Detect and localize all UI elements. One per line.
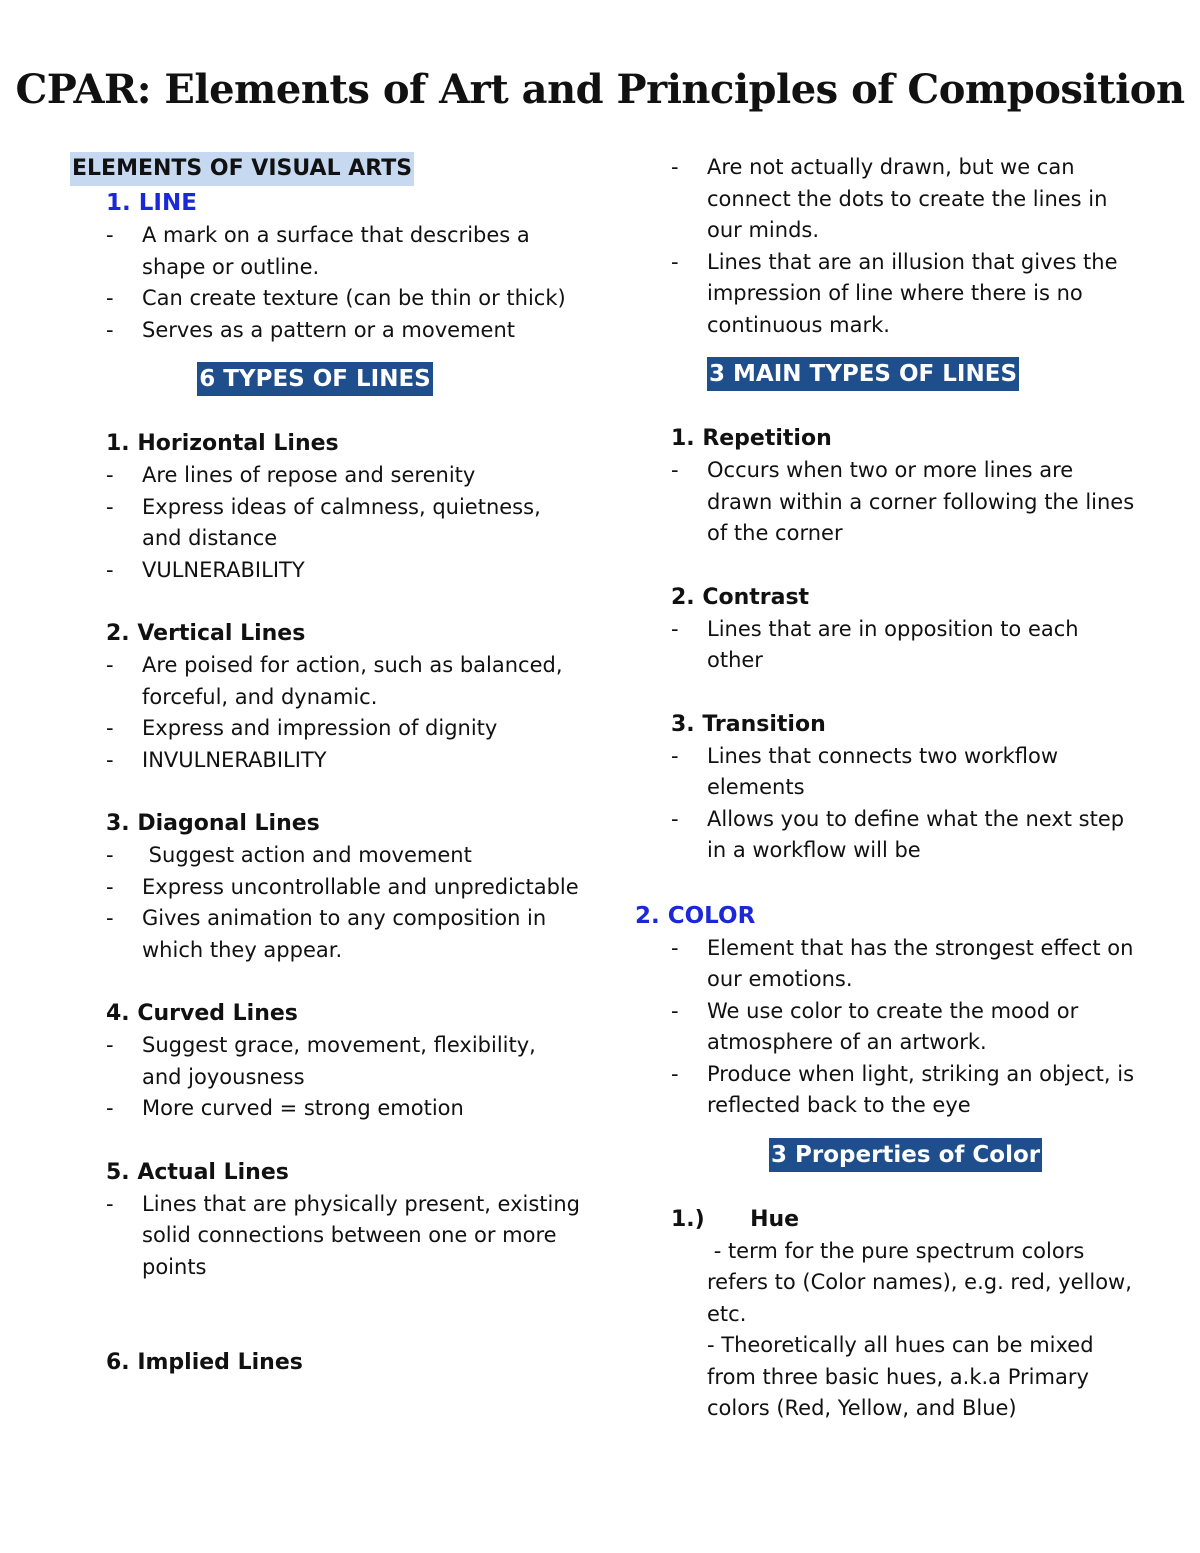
list-item: - Lines that are in opposition to each other <box>671 616 1079 672</box>
list-item: - Lines that are an illusion that gives the impression of line where there is no continuous mark. <box>671 249 1118 337</box>
list-item: - A mark on a surface that describes a shape or outline. <box>106 223 530 279</box>
list-item: - Lines that are physically present, existing solid connections between one or more points <box>106 1191 581 1279</box>
list-item: - INVULNERABILITY <box>106 747 327 772</box>
left-column <box>70 152 580 1379</box>
section-heading: ELEMENTS OF VISUAL ARTS <box>70 152 414 186</box>
list-item: - Express and impression of dignity <box>106 716 498 740</box>
list-item: - Can create texture (can be thin or thick) <box>106 286 566 310</box>
list-item: - Produce when light, striking an object, is reflected back to the eye <box>671 1061 1135 1117</box>
main-type-heading-transition: 3. Transition <box>671 711 826 737</box>
type-heading-diagonal: 3. Diagonal Lines <box>106 811 320 836</box>
list-item: - We use color to create the mood or atmosphere of an artwork. <box>671 998 1079 1054</box>
page-title: CPAR: Elements of Art and Principles of Composition <box>15 66 1185 113</box>
hue-number: 1.) <box>671 1206 705 1232</box>
list-item: - Lines that connects two workflow elements <box>671 743 1059 799</box>
properties-banner: 3 Properties of Color <box>769 1138 1042 1172</box>
list-item: - Express uncontrollable and unpredictable <box>106 874 579 899</box>
type-heading-horizontal: 1. Horizontal Lines <box>106 431 339 456</box>
list-item: - Allows you to define what the next step in a workflow will be <box>671 806 1125 862</box>
list-item: - Gives animation to any composition in which they appear. <box>106 906 547 962</box>
right-column <box>635 152 1140 1425</box>
type-heading-implied: 6. Implied Lines <box>106 1350 303 1375</box>
type-heading-vertical: 2. Vertical Lines <box>106 621 306 646</box>
hue-heading <box>671 1204 1140 1236</box>
list-item: - Element that has the strongest effect on our emotions. <box>671 935 1134 991</box>
hue-label: Hue <box>750 1206 800 1232</box>
list-item: - Are not actually drawn, but we can connect the dots to create the lines in our minds. <box>671 155 1108 242</box>
type-heading-actual: 5. Actual Lines <box>106 1159 289 1185</box>
color-heading: 2. COLOR <box>635 902 756 929</box>
list-item: - Are lines of repose and serenity <box>106 463 476 487</box>
list-item: - Serves as a pattern or a movement <box>106 317 515 342</box>
hue-description-2: - Theoretically all hues can be mixed from three basic hues, a.k.a Primary colors (Red, Yellow, and Blue) <box>707 1333 1094 1420</box>
main-type-heading-contrast: 2. Contrast <box>671 584 810 610</box>
list-item: - Suggest grace, movement, flexibility, and joyousness <box>106 1033 536 1089</box>
main-type-heading-repetition: 1. Repetition <box>671 426 832 451</box>
types-of-lines-banner: 6 TYPES OF LINES <box>197 362 433 396</box>
main-types-banner: 3 MAIN TYPES OF LINES <box>707 357 1019 391</box>
list-item: - Suggest action and movement <box>106 843 472 867</box>
line-heading: 1. LINE <box>106 190 197 216</box>
list-item: - Occurs when two or more lines are drawn within a corner following the lines of the corner <box>671 458 1135 545</box>
type-heading-curved: 4. Curved Lines <box>106 1001 298 1026</box>
list-item: - Are poised for action, such as balanced, forceful, and dynamic. <box>106 653 563 709</box>
list-item: - Express ideas of calmness, quietness, and distance <box>106 494 541 550</box>
hue-description: - term for the pure spectrum colors refers to (Color names), e.g. red, yellow, etc. <box>707 1238 1139 1326</box>
list-item: - VULNERABILITY <box>106 557 305 582</box>
list-item: - More curved = strong emotion <box>106 1096 464 1120</box>
